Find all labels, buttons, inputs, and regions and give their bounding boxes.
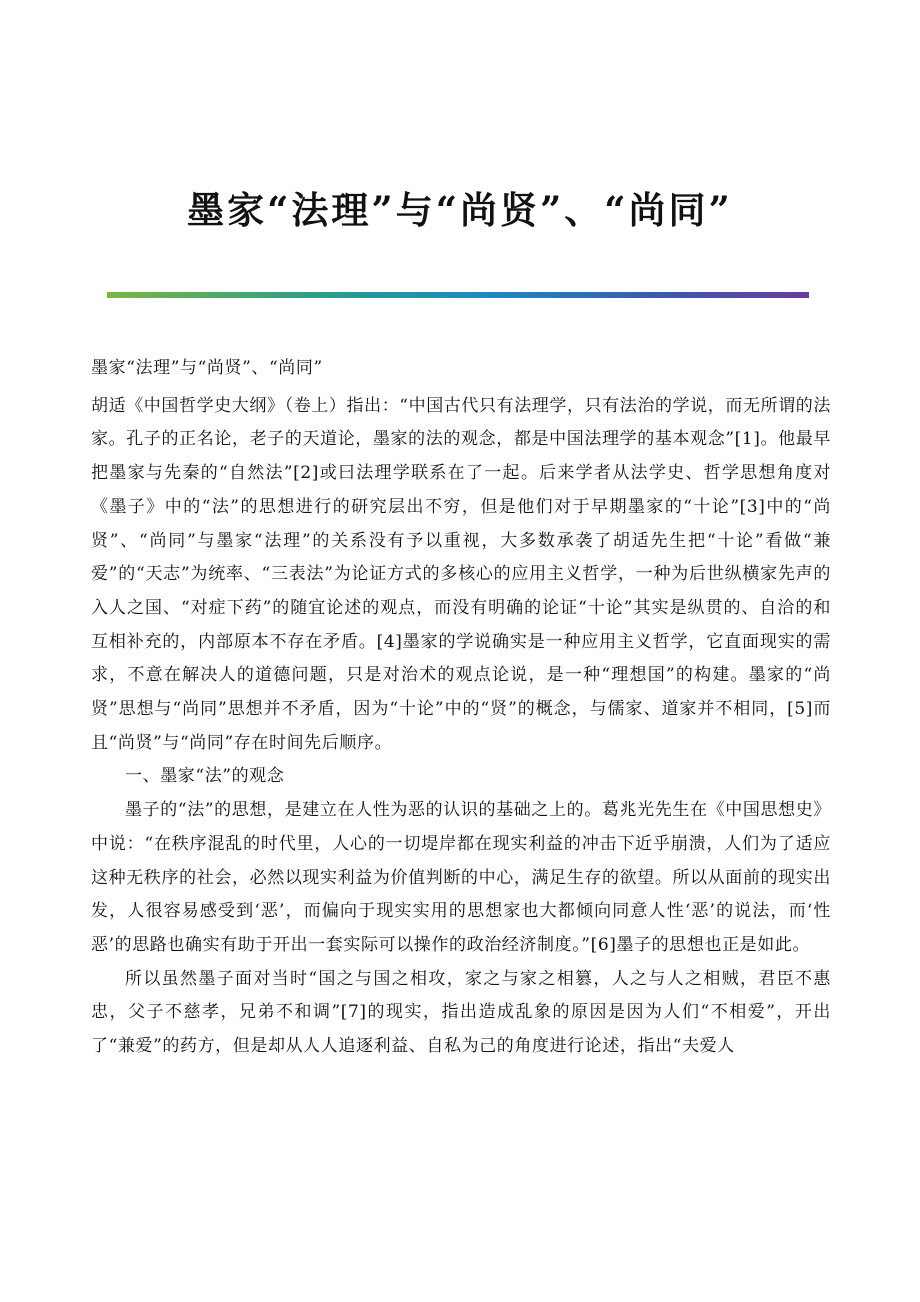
document-title: 墨家“法理”与“尚贤”、“尚同”	[187, 188, 733, 232]
gradient-divider	[107, 292, 809, 298]
section-heading: 一、墨家“法”的观念	[125, 766, 285, 787]
paragraph-body: 所以虽然墨子面对当时“国之与国之相攻，家之与家之相篡，人之与人之相贼，君臣不惠忠，父子不慈孝，兄弟不和调”[7]的现实，指出造成乱象的原因是因为人们“不相爱”，开出了“兼爱”的药方，但是却从人人追逐利益、自私为己的角度进行论述，指出“夫爱人	[91, 968, 831, 1057]
subtitle: 墨家“法理”与“尚贤”、“尚同”	[91, 358, 323, 378]
paragraph-intro: 胡适《中国哲学史大纲》（卷上）指出：“中国古代只有法理学，只有法治的学说，而无所谓的法家。孔子的正名论，老子的天道论，墨家的法的观念，都是中国法理学的基本观念”[1]。他最早把墨家与先秦的“自然法”[2]或曰法理学联系在了一起。后来学者从法学史、哲学思想角度对《墨子》中的“法”的思想进行的研究层出不穷，但是他们对于早期墨家的“十论”[3]中的“尚贤”、“尚同”与墨家“法理”的关系没有予以重视，大多数承袭了胡适先生把“十论”看做“兼爱”的“天志”为统率、“三表法”为论证方式的多核心的应用主义哲学，一种为后世纵横家先声的入人之国、“对症下药”的随宜论述的观点，而没有明确的论证“十论”其实是纵贯的、自洽的和互相补充的，内部原本不存在矛盾。[4]墨家的学说确实是一种应用主义哲学，它直面现实的需求，不意在解决人的道德问题，只是对治术的观点论说，是一种“理想国”的构建。墨家的“尚贤”思想与“尚同”思想并不矛盾，因为“十论”中的“贤”的概念，与儒家、道家并不相同，[5]而且“尚贤”与“尚同”存在时间先后顺序。	[91, 395, 831, 753]
paragraph-body: 墨子的“法”的思想，是建立在人性为恶的认识的基础之上的。葛兆光先生在《中国思想史》中说：“在秩序混乱的时代里，人心的一切堤岸都在现实利益的冲击下近乎崩溃，人们为了适应这种无秩序的社会，必然以现实利益为价值判断的中心，满足生存的欲望。所以从面前的现实出发，人很容易感受到‘恶’，而偏向于现实实用的思想家也大都倾向同意人性‘恶’的说法，而‘性恶’的思路也确实有助于开出一套实际可以操作的政治经济制度。”[6]墨子的思想也正是如此。	[91, 800, 831, 955]
document-body	[91, 352, 831, 1064]
